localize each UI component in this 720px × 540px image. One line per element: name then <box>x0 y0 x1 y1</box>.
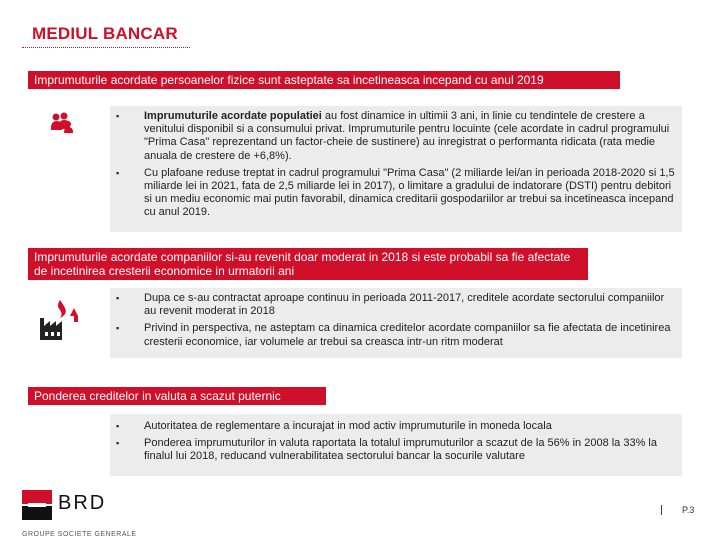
bullet-icon: ▪ <box>116 438 120 449</box>
bullet-text: Ponderea imprumuturilor in valuta raportata la totalul imprumuturilor a scazut de la 56% in 2008 la 33% la finalul lui 2018, reducand vulnerabilitatea sectorului bancar la socurile valutare <box>144 437 657 463</box>
section-2-panel <box>110 288 682 358</box>
bullet-text: au fost dinamice in ultimii 3 ani, in linie cu tendintele de crestere a venitului disponibil si a consumului privat. Imprumuturile pentru locuinte (cele acordate in cadrul programului "Prima Casa" reprezentand un factor-cheie de sustinere) au inregistrat o performanta ridicata (rata medie anuala de crestere de +6,8%). <box>144 110 670 162</box>
page-title: MEDIUL BANCAR <box>32 24 178 43</box>
bullet-text: Privind in perspectiva, ne asteptam ca dinamica creditelor acordate companiilor sa fie afectata de incetinirea cresterii economice, iar volumele ar trebui sa creasca intr-un ritm moderat <box>144 322 671 348</box>
bullet-text: Dupa ce s-au contractat aproape continuu in perioada 2011-2017, creditele acordate sectorului companiilor au revenit moderat in 2018 <box>144 292 665 318</box>
bullet-icon: ▪ <box>116 323 120 334</box>
bullet-bold-lead: Imprumuturile acordate populatiei <box>144 110 322 122</box>
footer-divider <box>661 505 662 515</box>
page-number: P.3 <box>682 505 695 515</box>
logo-subtitle: GROUPE SOCIETE GENERALE <box>22 531 137 538</box>
bullet-icon: ▪ <box>116 293 120 303</box>
logo-text: BRD <box>58 492 107 514</box>
factory-icon <box>38 296 84 345</box>
bullet-text: Autoritatea de reglementare a incurajat in mod activ imprumuturile in moneda locala <box>144 420 552 432</box>
title-underline <box>22 47 190 49</box>
list-item <box>114 110 676 163</box>
bullet-icon: ▪ <box>116 167 120 178</box>
section-3-banner: Ponderea creditelor in valuta a scazut puternic <box>28 387 326 405</box>
section-1-panel <box>110 106 682 232</box>
bullet-icon: ▪ <box>116 111 120 121</box>
list-item <box>114 420 676 433</box>
bullet-icon: ▪ <box>116 421 120 431</box>
section-2-banner: Imprumuturile acordate companiilor si-au revenit doar moderat in 2018 si este probabil sa fie afectate de incetinirea cresterii economice in urmatorii ani <box>28 248 588 280</box>
brd-logo-icon <box>22 490 52 525</box>
list-item <box>114 322 676 348</box>
bullet-text: Cu plafoane reduse treptat in cadrul programului "Prima Casa" (2 miliarde lei/an in perioada 2018-2020 si 1,5 miliarde lei in 2021, fata de 2,5 miliarde lei in 2017), o limitare a gradului de indatorare (DSTI) pentru debitori si un mediu economic mai putin favorabil, dinamica creditarii gospodariilor ar trebui sa incetineasca incepand cu anul 2019. <box>144 166 675 219</box>
section-1-banner: Imprumuturile acordate persoanelor fizice sunt asteptate sa incetineasca incepand cu anul 2019 <box>28 71 620 89</box>
list-item <box>114 167 676 220</box>
people-icon <box>50 112 74 139</box>
section-3-panel <box>110 414 682 476</box>
list-item <box>114 437 676 463</box>
list-item <box>114 292 676 318</box>
